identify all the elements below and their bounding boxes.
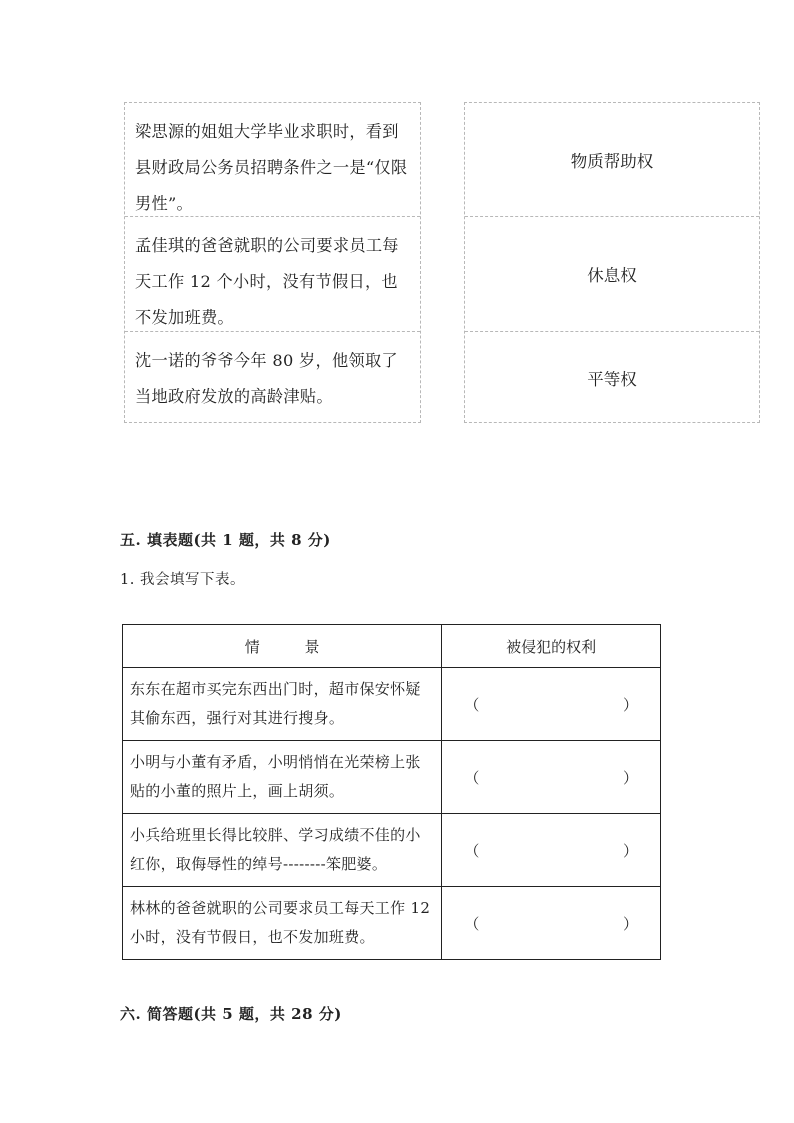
question-1: 1. 我会填写下表。: [120, 572, 245, 588]
rights-box: [464, 102, 760, 423]
scene-cell: 东东在超市买完东西出门时，超市保安怀疑其偷东西，强行对其进行搜身。: [123, 668, 442, 741]
answer-cell[interactable]: [442, 741, 661, 814]
right-1: 物质帮助权: [465, 103, 759, 217]
paren-close: ）: [622, 768, 638, 787]
header-scene: 情 景: [123, 625, 442, 668]
answer-cell[interactable]: [442, 668, 661, 741]
paren-open: （: [464, 914, 480, 933]
paren-open: （: [464, 695, 480, 714]
table-row: [123, 814, 661, 887]
table-header-row: [123, 625, 661, 668]
scene-cell: 小兵给班里长得比较胖、学习成绩不佳的小红你，取侮辱性的绰号--------笨肥婆。: [123, 814, 442, 887]
scene-cell: 小明与小董有矛盾，小明悄悄在光荣榜上张贴的小董的照片上，画上胡须。: [123, 741, 442, 814]
paren-close: ）: [622, 695, 638, 714]
section-5-title: 五. 填表题(共 1 题，共 8 分): [120, 531, 331, 549]
right-2: 休息权: [465, 217, 759, 332]
scenario-box: [124, 102, 421, 423]
paren-open: （: [464, 768, 480, 787]
answer-cell[interactable]: [442, 814, 661, 887]
scenario-1: 梁思源的姐姐大学毕业求职时，看到县财政局公务员招聘条件之一是“仅限男性”。: [125, 103, 420, 217]
section-6-title: 六. 简答题(共 5 题，共 28 分): [120, 1005, 342, 1023]
header-right: 被侵犯的权利: [442, 625, 661, 668]
fill-table: [122, 624, 661, 960]
scene-cell: 林林的爸爸就职的公司要求员工每天工作 12 小时，没有节假日，也不发加班费。: [123, 887, 442, 960]
table-row: [123, 741, 661, 814]
paren-close: ）: [622, 841, 638, 860]
right-3: 平等权: [587, 369, 637, 389]
scenario-3: 沈一诺的爷爷今年 80 岁，他领取了当地政府发放的高龄津贴。: [135, 351, 398, 406]
paren-close: ）: [622, 914, 638, 933]
scenario-2: 孟佳琪的爸爸就职的公司要求员工每天工作 12 个小时，没有节假日，也不发加班费。: [125, 217, 420, 332]
table-row: [123, 668, 661, 741]
answer-cell[interactable]: [442, 887, 661, 960]
paren-open: （: [464, 841, 480, 860]
table-row: [123, 887, 661, 960]
